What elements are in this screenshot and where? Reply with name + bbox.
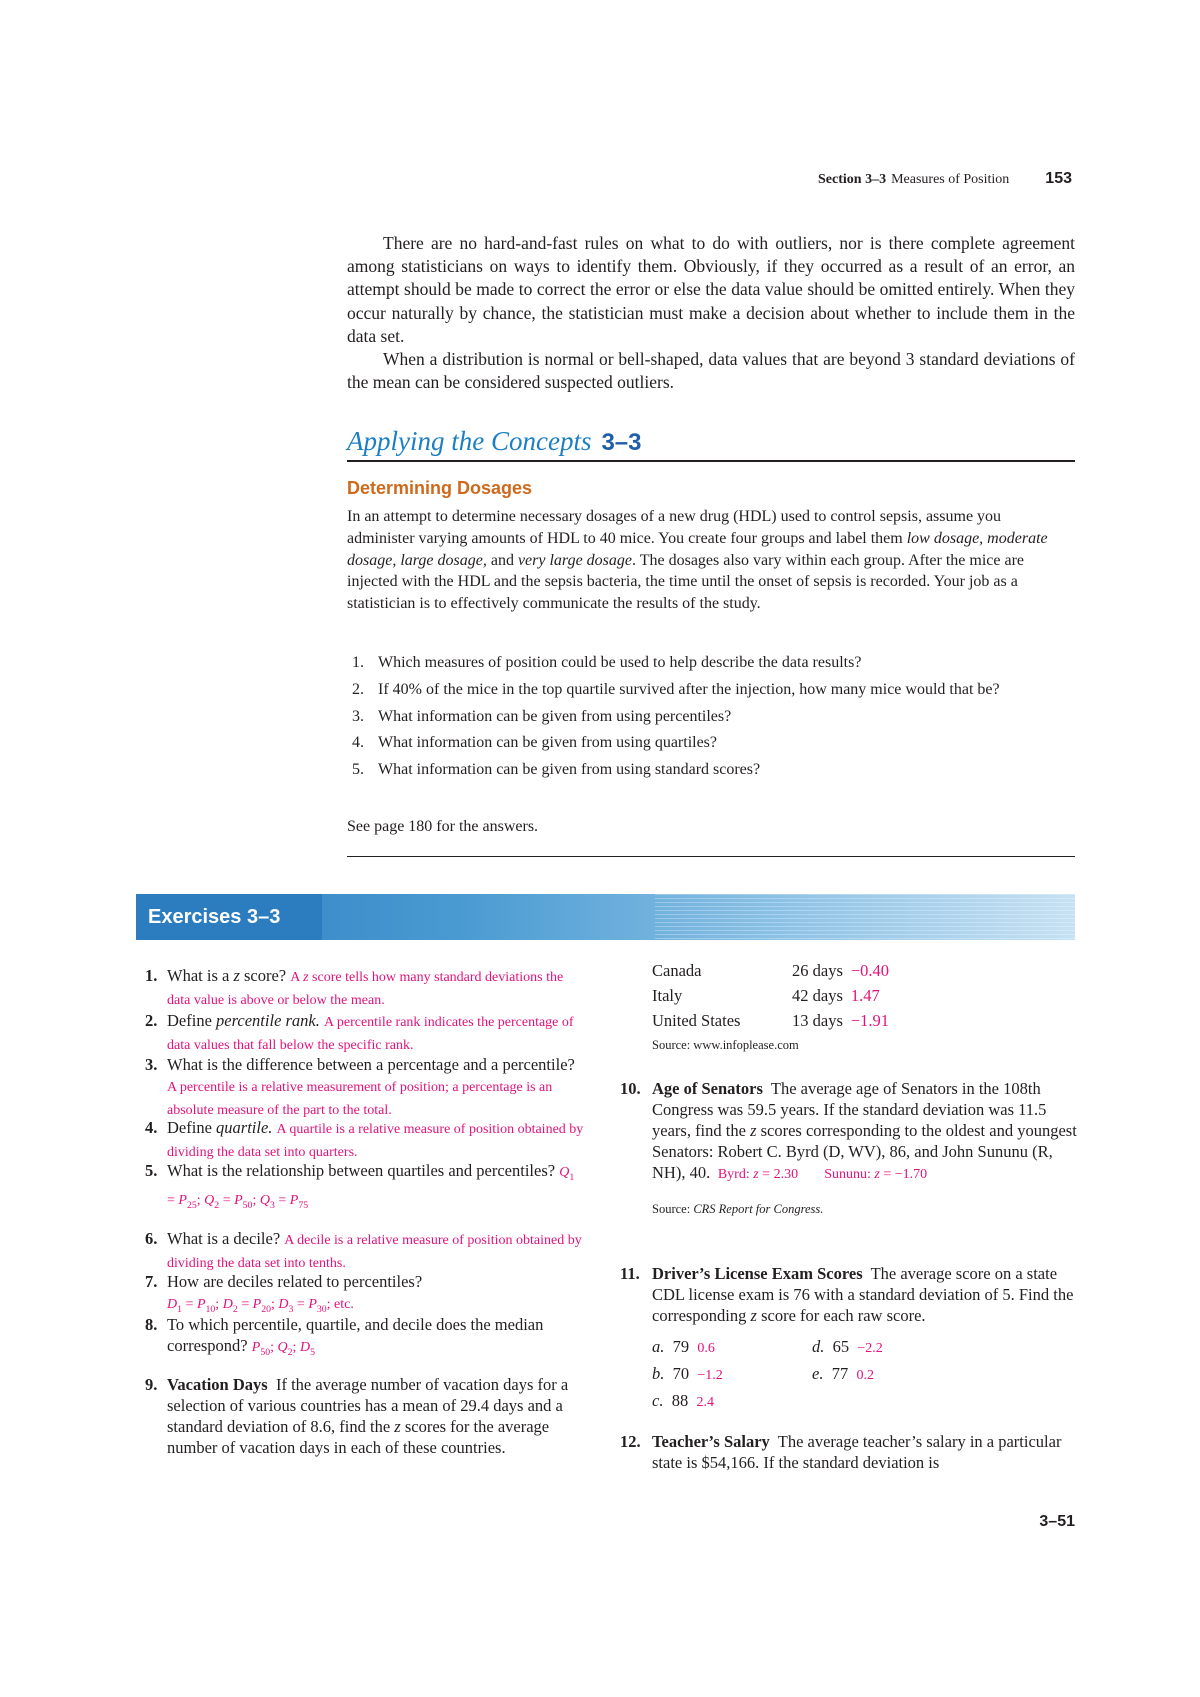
question-text: What is the difference between a percentage and a percentile? bbox=[167, 1055, 575, 1074]
vacation-source: Source: www.infoplease.com bbox=[652, 1038, 799, 1052]
exercise-9 bbox=[145, 1374, 585, 1458]
exercise-number: 12. bbox=[620, 1432, 641, 1451]
question-text: What information can be given from using standard scores? bbox=[378, 761, 761, 779]
question-text: The average teacher’s salary in a particular state is $54,166. If the standard deviation is bbox=[652, 1432, 1062, 1472]
question-text: scores corresponding to the oldest and youngest Senators: Robert C. Byrd (D, WV), 86, and John Sununu (R, NH), 40. bbox=[652, 1121, 1077, 1182]
z-answer: 1.47 bbox=[850, 986, 880, 1005]
score-letter: a. bbox=[652, 1337, 665, 1356]
score-item bbox=[652, 1334, 812, 1361]
z-variable: z bbox=[394, 1417, 401, 1436]
concepts-number: 3–3 bbox=[601, 429, 642, 456]
page-number: 153 bbox=[1045, 170, 1072, 187]
score-value: 77 bbox=[831, 1364, 849, 1383]
answer-text: Sununu: bbox=[824, 1167, 875, 1182]
score-letter: b. bbox=[652, 1364, 665, 1383]
question-term: percentile rank. bbox=[216, 1011, 320, 1030]
question-text: To which percentile, quartile, and decile does the median correspond? bbox=[167, 1315, 544, 1355]
source-title: CRS Report for Congress. bbox=[693, 1202, 824, 1216]
question-term: quartile. bbox=[216, 1118, 273, 1137]
banner-stripes bbox=[655, 894, 1075, 940]
concepts-text bbox=[347, 506, 1067, 615]
answer-text: = −1.70 bbox=[879, 1167, 928, 1182]
text-run: In an attempt to determine necessary dosages of a new drug (HDL) used to control sepsis, assume you administer varying amounts of HDL to 40 mice. You create four groups and label them bbox=[347, 508, 1002, 547]
exercise-1 bbox=[145, 965, 585, 1011]
answer: $P_{50}$; $Q_2$; $D_5$ bbox=[251, 1340, 315, 1358]
score-value: 70 bbox=[672, 1364, 690, 1383]
z-variable: z bbox=[750, 1306, 757, 1325]
z-variable: z bbox=[303, 970, 309, 985]
z-answer: 0.2 bbox=[856, 1368, 874, 1383]
answer: A percentile is a relative measurement of position; a percentage is an absolute measure of the part to the total. bbox=[167, 1080, 553, 1118]
exercise-6 bbox=[145, 1228, 585, 1274]
exercise-2 bbox=[145, 1010, 585, 1056]
z-variable: z bbox=[753, 1167, 759, 1182]
country-cell: United States bbox=[652, 1011, 741, 1030]
exercise-11 bbox=[620, 1263, 1080, 1415]
question-text: What information can be given from using quartiles? bbox=[378, 734, 718, 752]
senators-source bbox=[652, 1199, 1080, 1220]
answer: $D_1 = P_{10}$; $D_2 = P_{20}$; $D_3 = P_{30}$; etc. bbox=[167, 1297, 354, 1315]
score-list bbox=[652, 1334, 1080, 1415]
question-number: 5. bbox=[352, 761, 364, 779]
question-item bbox=[352, 652, 1072, 674]
text-italic: very large dosage bbox=[517, 551, 632, 569]
answer-text: ; etc. bbox=[326, 1297, 354, 1312]
answer-byrd bbox=[714, 1167, 798, 1182]
z-answer: −0.40 bbox=[850, 961, 890, 980]
exercises-label: Exercises 3–3 bbox=[136, 894, 322, 940]
intro-text bbox=[347, 232, 1075, 394]
paragraph-normal: When a distribution is normal or bell-shaped, data values that are beyond 3 standard deviations of the mean can be considered suspected outliers. bbox=[347, 349, 1075, 393]
score-item bbox=[652, 1388, 812, 1415]
question-number: 1. bbox=[352, 654, 364, 671]
vacation-table bbox=[652, 958, 889, 1033]
question-item bbox=[352, 706, 1072, 728]
question-text: Define bbox=[167, 1118, 217, 1137]
exercise-title: Age of Senators bbox=[652, 1079, 763, 1098]
exercise-number: 3. bbox=[145, 1055, 158, 1074]
exercise-title: Teacher’s Salary bbox=[652, 1432, 770, 1451]
question-number: 2. bbox=[352, 680, 364, 698]
answer-text: score tells how many standard deviations the data value is above or below the mean. bbox=[167, 970, 564, 1008]
score-item bbox=[812, 1334, 972, 1361]
exercise-number: 4. bbox=[145, 1118, 158, 1137]
exercise-number: 7. bbox=[145, 1272, 158, 1291]
question-text: score for each raw score. bbox=[756, 1306, 926, 1325]
country-cell: Canada bbox=[652, 961, 702, 980]
exercise-title: Vacation Days bbox=[167, 1375, 268, 1394]
answer-text: = 2.30 bbox=[758, 1167, 799, 1182]
footer-page-number: 3–51 bbox=[1039, 1513, 1075, 1530]
exercise-10 bbox=[620, 1078, 1080, 1220]
question-text: scores for the average number of vacation days in each of these countries. bbox=[167, 1417, 550, 1457]
score-item bbox=[812, 1361, 972, 1388]
z-variable: z bbox=[750, 1121, 757, 1140]
running-header bbox=[760, 170, 1072, 188]
exercise-number: 6. bbox=[145, 1229, 158, 1248]
score-letter: c. bbox=[652, 1391, 664, 1410]
answer-text: Byrd: bbox=[717, 1167, 754, 1182]
z-variable: z bbox=[233, 966, 240, 985]
answer: A decile is a relative measure of position obtained by dividing the data set into tenths. bbox=[167, 1233, 582, 1271]
exercise-number: 8. bbox=[145, 1315, 158, 1334]
paragraph-outliers: There are no hard-and-fast rules on what to do with outliers, nor is there complete agreement among statisticians on ways to identify them. Obviously, if they occurred as a result of an error, an attempt should be made to correct the error or else the data value should be omitted entirely. When they occur naturally by chance, the statistician must make a decision about whether to include them in the data set. bbox=[347, 233, 1075, 346]
answer: A percentile rank indicates the percentage of data values that fall below the specific rank. bbox=[167, 1015, 574, 1053]
z-answer: 0.6 bbox=[697, 1341, 715, 1356]
table-row bbox=[652, 983, 889, 1008]
exercise-number: 10. bbox=[620, 1079, 641, 1098]
table-row bbox=[652, 1008, 889, 1033]
question-item bbox=[352, 759, 1072, 781]
score-letter: e. bbox=[812, 1364, 824, 1383]
concepts-heading bbox=[347, 426, 642, 457]
days-cell: 26 days bbox=[792, 961, 843, 980]
text-italic: low dosage, moderate dosage, large dosage, bbox=[347, 529, 1048, 569]
exercise-5 bbox=[145, 1160, 585, 1216]
question-text: score? bbox=[239, 966, 287, 985]
question-text: The average age of Senators in the 108th Congress was 59.5 years. If the standard deviation was 11.5 years, find the bbox=[652, 1079, 1047, 1140]
days-cell: 13 days bbox=[792, 1011, 843, 1030]
question-item bbox=[352, 679, 1072, 701]
question-text: What is the relationship between quartiles and percentiles? bbox=[167, 1161, 556, 1180]
days-cell: 42 days bbox=[792, 986, 843, 1005]
concepts-subtitle: Determining Dosages bbox=[347, 478, 533, 498]
concepts-title: Applying the Concepts bbox=[347, 426, 592, 456]
exercise-3 bbox=[145, 1054, 585, 1121]
table-row bbox=[652, 958, 889, 983]
question-number: 3. bbox=[352, 707, 364, 725]
question-text: What is a decile? bbox=[167, 1229, 281, 1248]
score-item bbox=[652, 1361, 812, 1388]
question-text: What is a bbox=[167, 966, 234, 985]
question-text: What information can be given from using percentiles? bbox=[378, 707, 732, 725]
z-answer: −1.91 bbox=[850, 1011, 890, 1030]
score-value: 88 bbox=[671, 1391, 689, 1410]
concepts-bottom-rule bbox=[347, 856, 1075, 857]
question-item bbox=[352, 732, 1072, 754]
concepts-rule bbox=[347, 460, 1075, 462]
concepts-questions bbox=[352, 652, 1072, 786]
section-title: Measures of Position bbox=[891, 172, 1010, 187]
text-run: and bbox=[486, 551, 518, 569]
question-number: 4. bbox=[352, 734, 364, 752]
exercise-number: 11. bbox=[620, 1264, 640, 1283]
section-label: Section 3–3 bbox=[818, 172, 887, 187]
score-row bbox=[652, 1361, 1080, 1388]
question-text: If 40% of the mice in the top quartile survived after the injection, how many mice would that be? bbox=[378, 680, 1000, 698]
score-value: 65 bbox=[832, 1337, 850, 1356]
answers-reference: See page 180 for the answers. bbox=[347, 818, 539, 835]
score-value: 79 bbox=[672, 1337, 690, 1356]
exercise-12 bbox=[620, 1431, 1080, 1473]
z-variable: z bbox=[874, 1167, 880, 1182]
answer-sununu bbox=[824, 1167, 927, 1182]
exercise-4 bbox=[145, 1117, 585, 1163]
exercise-7 bbox=[145, 1271, 585, 1320]
exercise-number: 1. bbox=[145, 966, 158, 985]
country-cell: Italy bbox=[652, 986, 683, 1005]
exercise-number: 9. bbox=[145, 1375, 158, 1394]
question-text: If the average number of vacation days for a selection of various countries has a mean of 29.4 days and a standard deviation of 8.6, find the bbox=[167, 1375, 569, 1436]
question-text: The average score on a state CDL license exam is 76 with a standard deviation of 5. Find the corresponding bbox=[652, 1264, 1074, 1325]
exercise-8 bbox=[145, 1314, 585, 1363]
question-text: Which measures of position could be used to help describe the data results? bbox=[378, 654, 862, 671]
score-letter: d. bbox=[812, 1337, 825, 1356]
exercise-number: 2. bbox=[145, 1011, 158, 1030]
score-row bbox=[652, 1334, 1080, 1361]
question-text: How are deciles related to percentiles? bbox=[167, 1272, 423, 1291]
source-text: Source: bbox=[652, 1202, 694, 1216]
z-answer: −1.2 bbox=[697, 1368, 723, 1383]
exercise-title: Driver’s License Exam Scores bbox=[652, 1264, 863, 1283]
score-row bbox=[652, 1388, 1080, 1415]
answer: A quartile is a relative measure of position obtained by dividing the data set into quarters. bbox=[167, 1122, 584, 1160]
answer: $Q_1 = P_{25}$; $Q_2 = P_{50}$; $Q_3 = P_{75}$ bbox=[167, 1165, 575, 1211]
exercise-number: 5. bbox=[145, 1161, 158, 1180]
z-answer: 2.4 bbox=[696, 1395, 714, 1410]
question-text: Define bbox=[167, 1011, 217, 1030]
z-answer: −2.2 bbox=[857, 1341, 883, 1356]
text-run: . The dosages also vary within each group. After the mice are injected with the HDL and the sepsis bacteria, the time until the onset of sepsis is recorded. Your job as a statistician is to effectively communicate the results of the study. bbox=[347, 551, 1025, 613]
answer-text: A bbox=[290, 970, 304, 985]
